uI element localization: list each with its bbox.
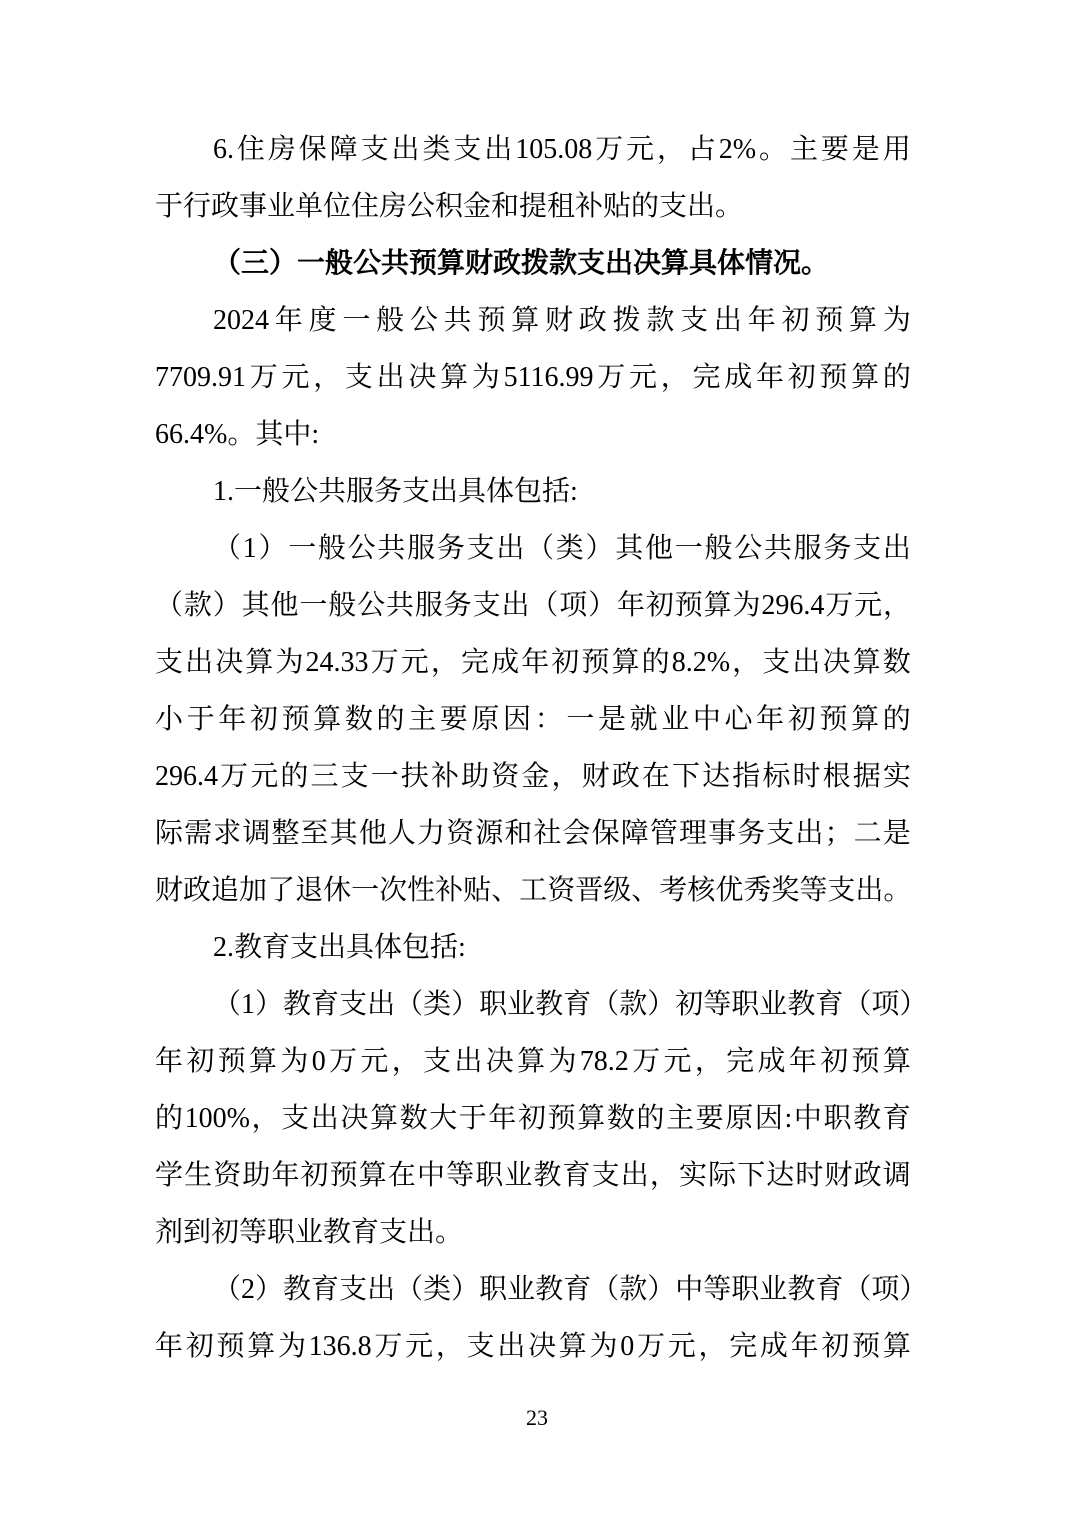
section-heading: （三）一般公共预算财政拨款支出决算具体情况。 [213, 248, 830, 279]
document-line: 支 出 决 算 为 24.33 万 元 ， 完 成 年 初 预 算 的 8.2% ， 支 出 决 算 数 [155, 647, 911, 678]
document-line: 小 于 年 初 预 算 数 的 主 要 原 因 ： 一 是 就 业 中 心 年 初 预 算 的 [155, 704, 911, 735]
document-line: 2024 年 度 一 般 公 共 预 算 财 政 拨 款 支 出 年 初 预 算 为 [213, 305, 911, 336]
document-line: 年 初 预 算 为 0 万 元 ， 支 出 决 算 为 78.2 万 元 ， 完 成 年 初 预 算 [155, 1046, 911, 1077]
document-line: 296.4 万 元 的 三 支 一 扶 补 助 资 金 ， 财 政 在 下 达 指 标 时 根 据 实 [155, 761, 911, 792]
document-line: 财 政 追 加 了 退 休 一 次 性 补 贴 、 工 资 晋 级 、 考 核 优 秀 奖 等 支 出 。 [155, 875, 912, 906]
document-body [155, 121, 928, 1375]
document-line: （ 1 ） 一 般 公 共 服 务 支 出 （ 类 ） 其 他 一 般 公 共 服 务 支 出 [213, 533, 911, 564]
document-line: 66.4%。其中: [155, 419, 320, 450]
document-line: 2.教育支出具体包括: [213, 932, 466, 963]
document-line: 7709.91 万 元 ， 支 出 决 算 为 5116.99 万 元 ， 完 成 年 初 预 算 的 [155, 362, 911, 393]
document-line: 6. 住 房 保 障 支 出 类 支 出 105.08 万 元 ， 占 2% 。 主 要 是 用 [213, 134, 911, 165]
document-line: （ 2 ） 教 育 支 出 （ 类 ） 职 业 教 育 （ 款 ） 中 等 职 业 教 育 （ 项 ） [213, 1274, 928, 1305]
document-line: 剂到初等职业教育支出。 [155, 1217, 464, 1248]
page-number: 23 [526, 1405, 548, 1430]
document-line: 1.一般公共服务支出具体包括: [213, 476, 578, 507]
document-line: （ 1 ） 教 育 支 出 （ 类 ） 职 业 教 育 （ 款 ） 初 等 职 业 教 育 （ 项 ） [213, 989, 928, 1020]
document-line: 际 需 求 调 整 至 其 他 人 力 资 源 和 社 会 保 障 管 理 事 务 支 出 ； 二 是 [155, 818, 911, 849]
document-line: （ 款 ） 其 他 一 般 公 共 服 务 支 出 （ 项 ） 年 初 预 算 为 296.4 万 元 ， [155, 590, 911, 621]
document-line: 学 生 资 助 年 初 预 算 在 中 等 职 业 教 育 支 出 ， 实 际 下 达 时 财 政 调 [155, 1160, 911, 1191]
document-line: 年 初 预 算 为 136.8 万 元 ， 支 出 决 算 为 0 万 元 ， 完 成 年 初 预 算 [155, 1331, 911, 1362]
document-line: 的 100% ， 支 出 决 算 数 大 于 年 初 预 算 数 的 主 要 原 因 : 中 职 教 育 [155, 1103, 911, 1134]
document-line: 于行政事业单位住房公积金和提租补贴的支出。 [155, 191, 744, 222]
